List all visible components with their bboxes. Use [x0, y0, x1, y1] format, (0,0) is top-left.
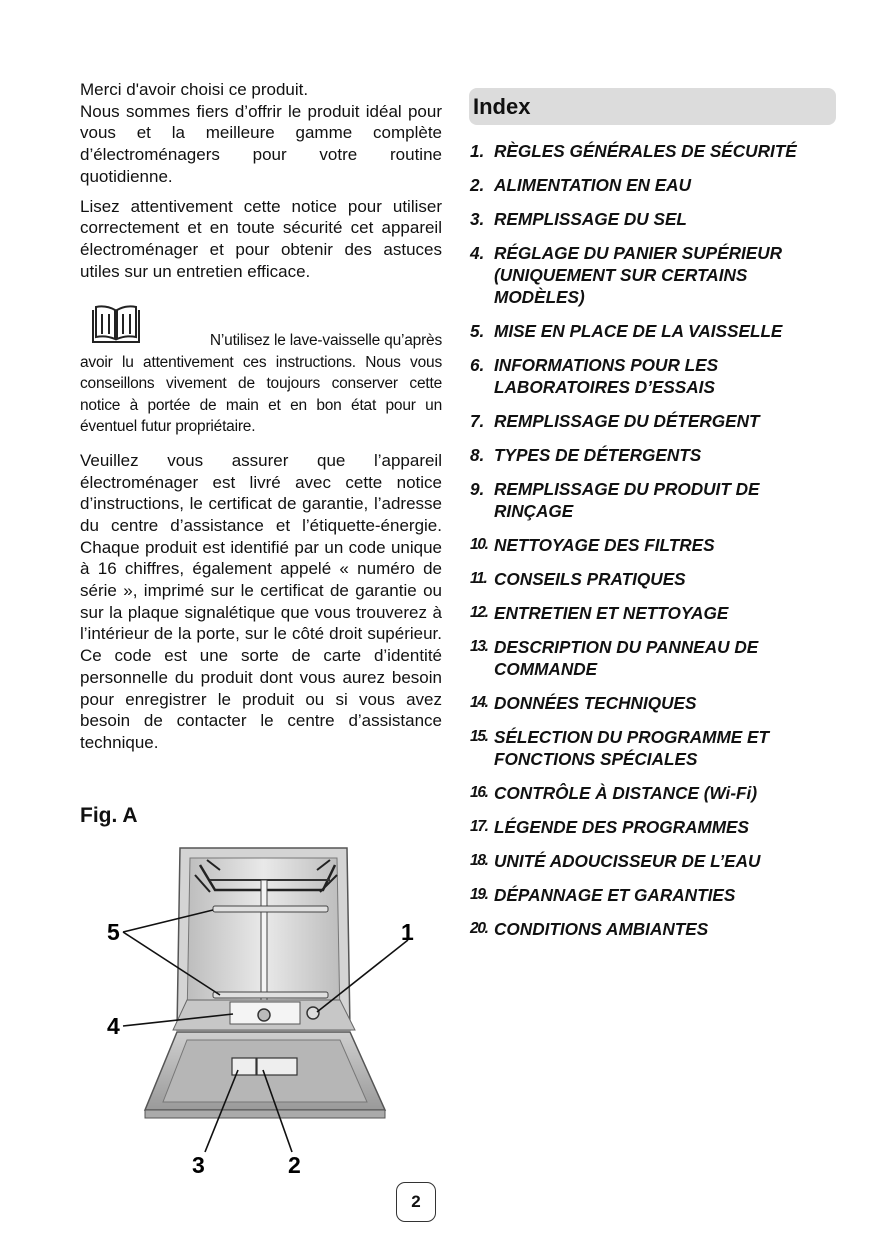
index-item[interactable] [470, 726, 840, 770]
dishwasher-figure [95, 830, 425, 1195]
index-list [470, 140, 840, 952]
index-item[interactable] [470, 850, 840, 872]
index-item-label: DÉPANNAGE ET GARANTIES [494, 885, 736, 905]
serial-number-paragraph: Veuillez vous assurer que l’appareil électroménager est livré avec cette notice d’instructions, le certificat de garantie, l’adresse du centre d’assistance et l’étiquette-énergie. Chaque produit est identifié par un code unique à 16 chiffres, également appelé « numéro de série », imprimé sur le certificat de garantie ou sur la plaque signalétique que vous trouverez à l’intérieur de la porte, sur le côté droit supérieur. Ce code est une sorte de carte d’identité personnelle du produit dont vous aurez besoin pour enregistrer le produit ou si vous avez besoin de contacter le centre d’assistance technique. [80, 450, 442, 752]
index-item[interactable] [470, 918, 840, 940]
page-number: 2 [396, 1182, 436, 1222]
index-item-label: RÈGLES GÉNÉRALES DE SÉCURITÉ [494, 141, 797, 161]
callout-1: 1 [401, 919, 414, 945]
index-item[interactable] [470, 478, 840, 522]
index-item-number: 16. [470, 784, 488, 801]
index-item[interactable] [470, 782, 840, 804]
index-item-number: 4. [470, 243, 485, 263]
index-item[interactable] [470, 636, 840, 680]
index-item-label: LÉGENDE DES PROGRAMMES [494, 817, 749, 837]
index-item-label: TYPES DE DÉTERGENTS [494, 445, 702, 465]
intro-line: Merci d'avoir choisi ce produit. [80, 80, 309, 99]
figure-title: Fig. A [80, 804, 138, 827]
index-item-label: REMPLISSAGE DU SEL [494, 209, 687, 229]
notice-first-line: N’utilisez le lave-vaisselle qu’après [209, 332, 442, 350]
index-item-label: UNITÉ ADOUCISSEUR DE L’EAU [494, 851, 761, 871]
index-item-number: 7. [470, 411, 485, 431]
index-item[interactable] [470, 140, 840, 162]
index-item[interactable] [470, 174, 840, 196]
notice-block [80, 304, 442, 438]
index-title: Index [469, 88, 836, 125]
index-item[interactable] [470, 568, 840, 590]
index-item-label: ALIMENTATION EN EAU [494, 175, 692, 195]
callout-2: 2 [288, 1152, 301, 1178]
index-item-label: CONSEILS PRATIQUES [494, 569, 686, 589]
index-item-number: 10. [470, 536, 488, 553]
index-item[interactable] [470, 444, 840, 466]
index-item-number: 5. [470, 321, 485, 341]
index-item-number: 12. [470, 604, 488, 621]
index-item-number: 1. [470, 141, 485, 161]
index-item-number: 13. [470, 638, 488, 655]
index-item-number: 20. [470, 920, 488, 937]
index-item[interactable] [470, 320, 840, 342]
book-icon [90, 304, 142, 351]
index-item-label: MISE EN PLACE DE LA VAISSELLE [494, 321, 783, 341]
index-item-label: REMPLISSAGE DU PRODUIT DE RINÇAGE [494, 479, 760, 521]
index-item-number: 19. [470, 886, 488, 903]
index-item-number: 11. [470, 570, 487, 587]
index-item-number: 9. [470, 479, 485, 499]
index-item[interactable] [470, 692, 840, 714]
intro-paragraph: Nous sommes fiers d’offrir le produit idéal pour vous et la meilleure gamme complète d’électroménagers pour votre routine quotidienne. [80, 101, 442, 186]
index-item-label: CONTRÔLE À DISTANCE (Wi-Fi) [494, 783, 758, 803]
index-item-label: DONNÉES TECHNIQUES [494, 693, 697, 713]
index-item-number: 14. [470, 694, 488, 711]
index-item-label: CONDITIONS AMBIANTES [494, 919, 709, 939]
index-item[interactable] [470, 354, 840, 398]
callout-4: 4 [107, 1013, 120, 1039]
index-item-label: DESCRIPTION DU PANNEAU DE COMMANDE [494, 637, 759, 679]
index-item-label: INFORMATIONS POUR LES LABORATOIRES D’ESSAIS [494, 355, 719, 397]
index-item[interactable] [470, 208, 840, 230]
index-item-label: REMPLISSAGE DU DÉTERGENT [494, 411, 760, 431]
callout-3: 3 [192, 1152, 205, 1178]
intro-column [80, 79, 442, 754]
index-item[interactable] [470, 816, 840, 838]
index-item[interactable] [470, 884, 840, 906]
index-item-number: 8. [470, 445, 485, 465]
callout-5: 5 [107, 919, 120, 945]
index-item[interactable] [470, 242, 840, 308]
index-item-label: ENTRETIEN ET NETTOYAGE [494, 603, 729, 623]
index-item[interactable] [470, 602, 840, 624]
index-item-number: 2. [470, 175, 485, 195]
index-item[interactable] [470, 410, 840, 432]
index-item-number: 6. [470, 355, 485, 375]
index-item-label: SÉLECTION DU PROGRAMME ET FONCTIONS SPÉCIALES [494, 727, 770, 769]
index-item-number: 15. [470, 728, 488, 745]
notice-paragraph: avoir lu attentivement ces instructions. Nous vous conseillons vivement de toujours conserver cette notice à portée de main et en bon état pour un éventuel futur propriétaire. [80, 353, 442, 436]
index-item[interactable] [470, 534, 840, 556]
index-item-number: 18. [470, 852, 488, 869]
index-item-label: RÉGLAGE DU PANIER SUPÉRIEUR (UNIQUEMENT SUR CERTAINS MODÈLES) [494, 243, 783, 307]
index-item-number: 17. [470, 818, 488, 835]
index-item-label: NETTOYAGE DES FILTRES [494, 535, 715, 555]
index-item-number: 3. [470, 209, 485, 229]
read-notice-paragraph: Lisez attentivement cette notice pour utiliser correctement et en toute sécurité cet appareil électroménager et pour obtenir des astuces utiles sur un entretien efficace. [80, 196, 442, 281]
